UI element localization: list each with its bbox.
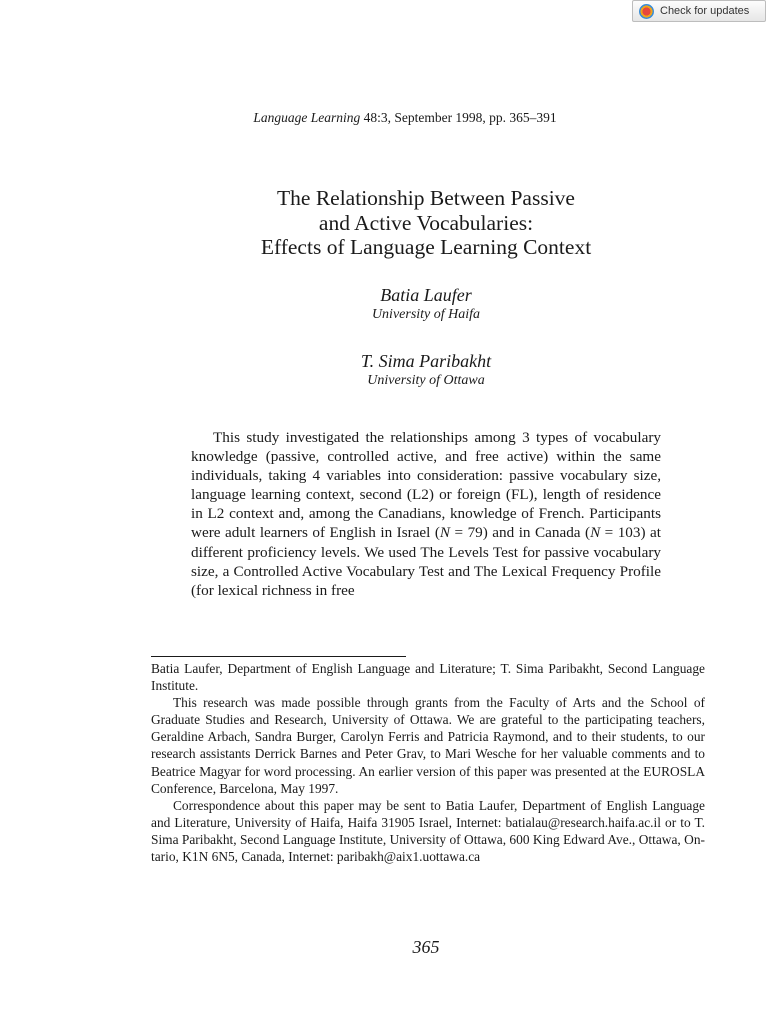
author-affiliation: University of Haifa — [371, 307, 481, 322]
footnotes — [151, 660, 705, 865]
abstract-paragraph: This study investigated the relationships among 3 types of vocabulary knowledge (passive, controlled active, and free active) within the same individuals, taking 4 variables into consideration: passive vocabulary size, language learning context, second (L2) or foreign (FL), length of residence in L2 context and, among the Canadians, knowledge of French. Participants were adult learners of English in Israel (N = 79) and in Canada (N = 103) at different proficiency levels. We used The Levels Test for passive vocabulary size, a Controlled Active Vocabulary Test and The Lexical Frequency Profile (for lexical richness in free — [191, 429, 661, 599]
title-line-2: and Active Vocabularies: — [318, 210, 534, 235]
journal-name: Language Learning — [253, 110, 361, 125]
author-name: Batia Laufer — [380, 285, 472, 305]
check-for-updates-button[interactable] — [632, 0, 766, 22]
author-block-2 — [0, 350, 768, 390]
journal-citation — [0, 110, 768, 126]
author-affiliation: University of Ottawa — [367, 373, 485, 388]
crossmark-icon — [639, 4, 654, 19]
footnote-divider — [151, 656, 406, 657]
footnote-affiliations: Batia Laufer, Department of English Language and Literature; T. Sima Paribakht, Second Language Institute. — [151, 661, 705, 694]
check-for-updates-label: Check for updates — [660, 5, 750, 17]
author-name: T. Sima Paribakht — [360, 351, 492, 371]
title-line-1: The Relationship Between Passive — [277, 186, 575, 210]
page-number: 365 — [412, 937, 440, 957]
article-title — [0, 186, 768, 260]
footnote-correspondence: Correspondence about this paper may be sent to Batia Laufer, Department of English Language and Literature, University of Haifa, Haifa 31905 Israel, Internet: batialau@research.haifa.ac.il or to T. Sima Paribakht, Second Language Institute, University of Ottawa, 600 King Edward Ave., Ottawa, Ontario, K1N 6N5, Canada, Internet: paribakh@aix1.uottawa.ca — [151, 797, 705, 865]
abstract — [191, 428, 661, 600]
author-block-1 — [0, 284, 768, 324]
journal-issue: 48:3, September 1998, pp. 365–391 — [360, 110, 557, 125]
title-line-3: Effects of Language Learning Context — [260, 235, 592, 259]
footnote-acknowledgments: This research was made possible through grants from the Faculty of Arts and the School of Graduate Studies and Research, University of Ottawa. We are grateful to the participating teachers, Geraldine Arbach, Sandra Burger, Carolyn Ferris and Patricia Raymond, and to their students, to our research assistants Derrick Barnes and Peter Grav, to Mari Wesche for her valuable comments and to Beatrice Magyar for word processing. An earlier version of this paper was presented at the EUROSLA Conference, Barcelona, May 1997. — [151, 695, 705, 796]
